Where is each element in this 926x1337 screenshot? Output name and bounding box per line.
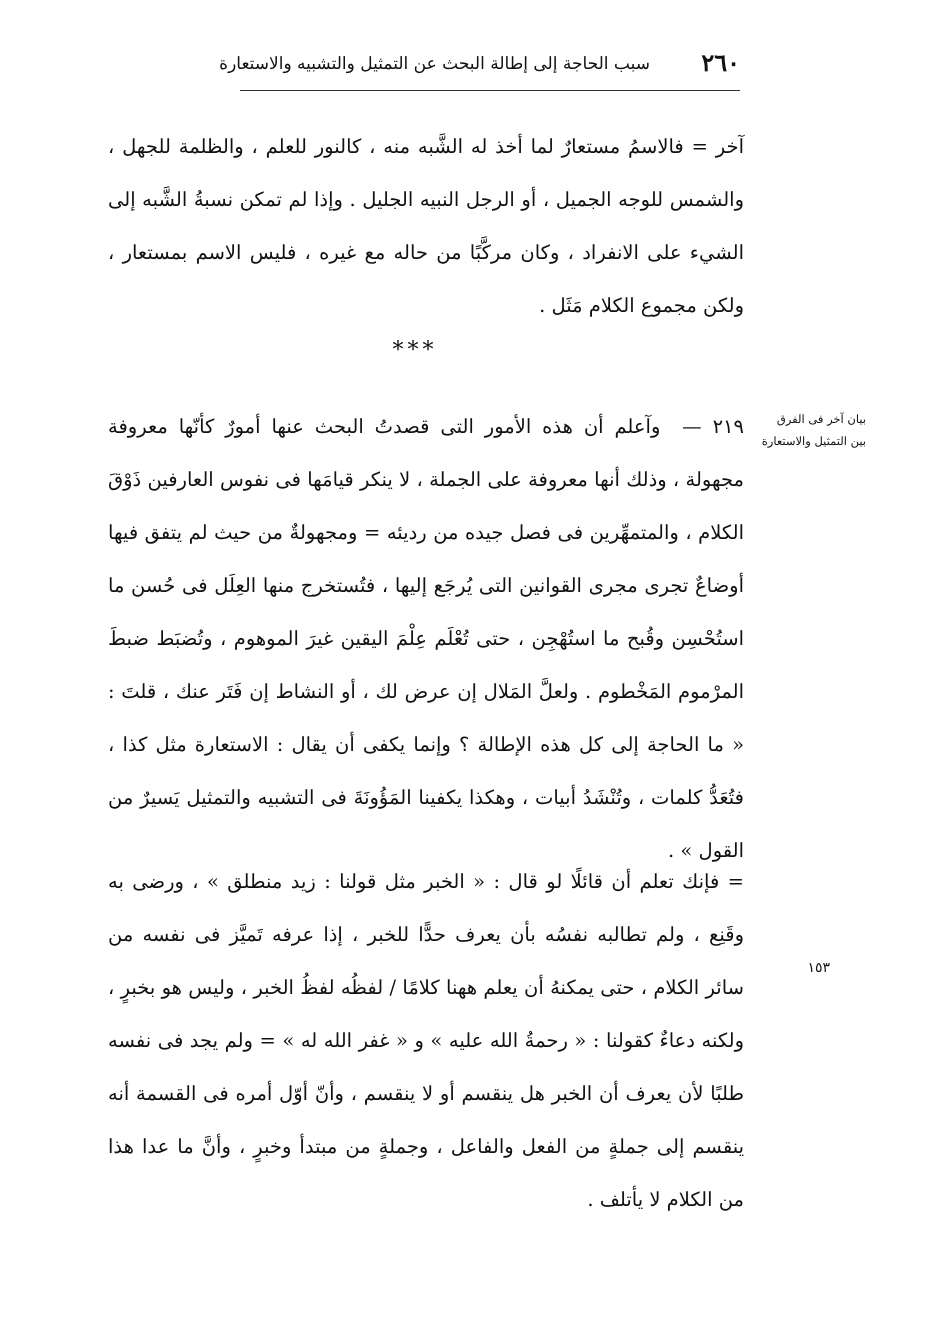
paragraph-2 xyxy=(108,400,744,877)
paragraph-2-body xyxy=(108,400,744,877)
margin-page-reference: ١٥٣ xyxy=(807,960,830,976)
margin-note xyxy=(746,408,866,452)
paragraph-3 xyxy=(108,855,744,1226)
margin-note-line-1: بيان آخر فى الفرق xyxy=(776,412,866,426)
paragraph-number: ٢١٩ — xyxy=(682,415,744,438)
margin-note-line-2: بين التمثيل والاستعارة xyxy=(761,434,866,448)
running-title: سبب الحاجة إلى إطالة البحث عن التمثيل والتشبيه والاستعارة xyxy=(219,54,650,74)
paragraph-3-text: = فإنك تعلم أن قائلًا لو قال : « الخبر مثل قولنا : زيد منطلق » ، ورضى به وقَنِع ، ولم تطالبه نفسُه بأن يعرف حدًّا للخبر ، إذا عرفه تَميَّز فى نفسه من سائر الكلام ، حتى يمكنهُ أن يعلم ههنا كلامًا / لفظُه لفظُ الخبر ، وليس هو بخبرٍ ، ولكنه دعاءٌ كقولنا : « رحمةُ الله عليه » و « غفر الله له » = ولم يجد فى نفسه طلبًا لأن يعرف أن الخبر هل ينقسم أو لا ينقسم ، وأنّ أوّل أمره فى القسمة أنه ينقسم إلى جملةٍ من الفعل والفاعل ، وجملةٍ من مبتدأ وخبرٍ ، وأنَّ ما عدا هذا من الكلام لا يأتلف . xyxy=(108,870,744,1211)
page-number: ٢٦٠ xyxy=(701,48,740,77)
paragraph-1 xyxy=(108,120,744,332)
page-header xyxy=(219,48,740,84)
header-rule xyxy=(240,90,740,91)
section-separator: *** xyxy=(392,338,438,363)
paragraph-2-text: وآعلم أن هذه الأمور التى قصدتُ البحث عنها أمورٌ كأنّها معروفة مجهولة ، وذلك أنها معروفة على الجملة ، لا ينكر قيامَها فى نفوس العارفين ذَوْقَ الكلام ، والمتمهِّرين فى فصل جيده من رديئه = ومجهولةٌ من حيث لم يتفق فيها أوضاعٌ تجرى مجرى القوانين التى يُرجَع إليها ، فتُستخرج منها العِلَل فى حُسن ما استُحْسِن وقُبح ما استُهْجِن ، حتى تُعْلَم عِلْمَ اليقين غيرَ الموهوم ، وتُضبَط ضبطَ المرْموم المَخْطوم . ولعلَّ المَلال إن عرض لك ، أو النشاط إن فَتَر عنك ، قلتَ : « ما الحاجة إلى كل هذه الإطالة ؟ وإنما يكفى أن يقال : الاستعارة مثل كذا ، فتُعَدُّ كلمات ، وتُنْشَدُ أبيات ، وهكذا يكفينا المَؤُونَةَ فى التشبيه والتمثيل يَسيرٌ من القول » . xyxy=(108,415,744,862)
paragraph-1-text: آخر = فالاسمُ مستعارٌ لما أخذ له الشَّبه منه ، كالنور للعلم ، والظلمة للجهل ، والشمس للوجه الجميل ، أو الرجل النبيه الجليل . وإذا لم تمكن نسبةُ الشَّبه إلى الشيء على الانفراد ، وكان مركَّبًا من حاله مع غيره ، فليس الاسم بمستعار ، ولكن مجموع الكلام مَثَل . xyxy=(108,135,744,317)
